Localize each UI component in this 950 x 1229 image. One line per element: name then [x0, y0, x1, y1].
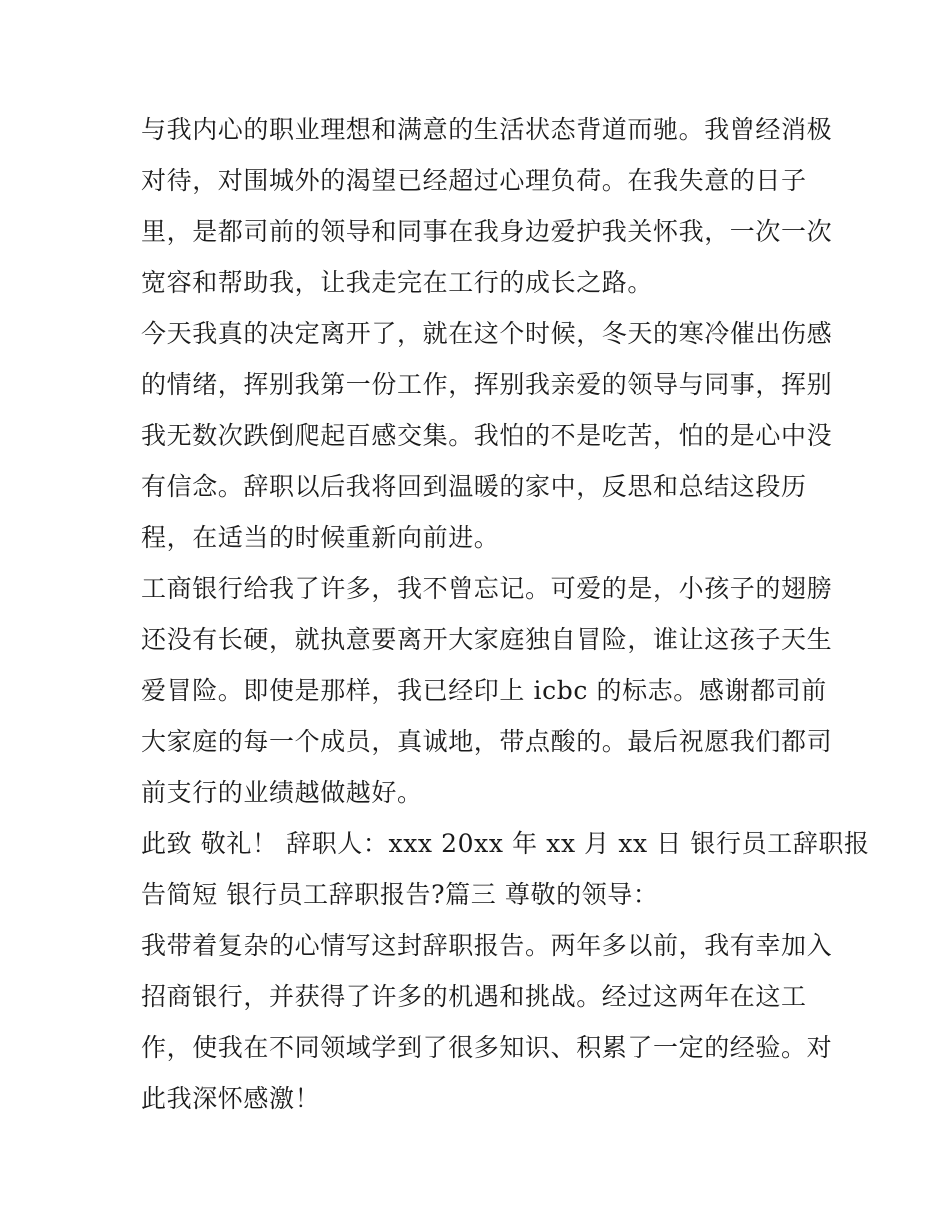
text-line: 大家庭的每一个成员，真诚地，带点酸的。最后祝愿我们都司	[141, 727, 833, 756]
text-line: 爱冒险。即使是那样，我已经印上 icbc 的标志。感谢都司前	[141, 676, 827, 705]
text-line: 招商银行，并获得了许多的机遇和挑战。经过这两年在这工	[141, 982, 807, 1011]
text-line: 的情绪，挥别我第一份工作，挥别我亲爱的领导与同事，挥别	[141, 370, 833, 399]
text-line: 此我深怀感激！	[141, 1084, 321, 1113]
text-line: 今天我真的决定离开了，就在这个时候，冬天的寒冷催出伤感	[141, 319, 833, 348]
text-line: 对待，对围城外的渴望已经超过心理负荷。在我失意的日子	[141, 166, 807, 195]
text-line: 我无数次跌倒爬起百感交集。我怕的不是吃苦，怕的是心中没	[141, 421, 833, 450]
text-line: 有信念。辞职以后我将回到温暖的家中，反思和总结这段历	[141, 472, 807, 501]
body-text	[141, 108, 870, 1128]
text-line: 我带着复杂的心情写这封辞职报告。两年多以前，我有幸加入	[141, 931, 833, 960]
text-line: 告简短 银行员工辞职报告?篇三 尊敬的领导：	[141, 880, 659, 909]
text-line: 前支行的业绩越做越好。	[141, 778, 423, 807]
text-line: 此致 敬礼！ 辞职人：xxx 20xx 年 xx 月 xx 日 银行员工辞职报	[141, 829, 870, 858]
text-line: 工商银行给我了许多，我不曾忘记。可爱的是，小孩子的翅膀	[141, 574, 833, 603]
text-line: 作，使我在不同领域学到了很多知识、积累了一定的经验。对	[141, 1033, 833, 1062]
text-line: 里，是都司前的领导和同事在我身边爱护我关怀我，一次一次	[141, 217, 833, 246]
text-line: 宽容和帮助我，让我走完在工行的成长之路。	[141, 268, 654, 297]
text-line: 程，在适当的时候重新向前进。	[141, 523, 500, 552]
text-line: 与我内心的职业理想和满意的生活状态背道而驰。我曾经消极	[141, 115, 833, 144]
text-line: 还没有长硬，就执意要离开大家庭独自冒险，谁让这孩子天生	[141, 625, 833, 654]
